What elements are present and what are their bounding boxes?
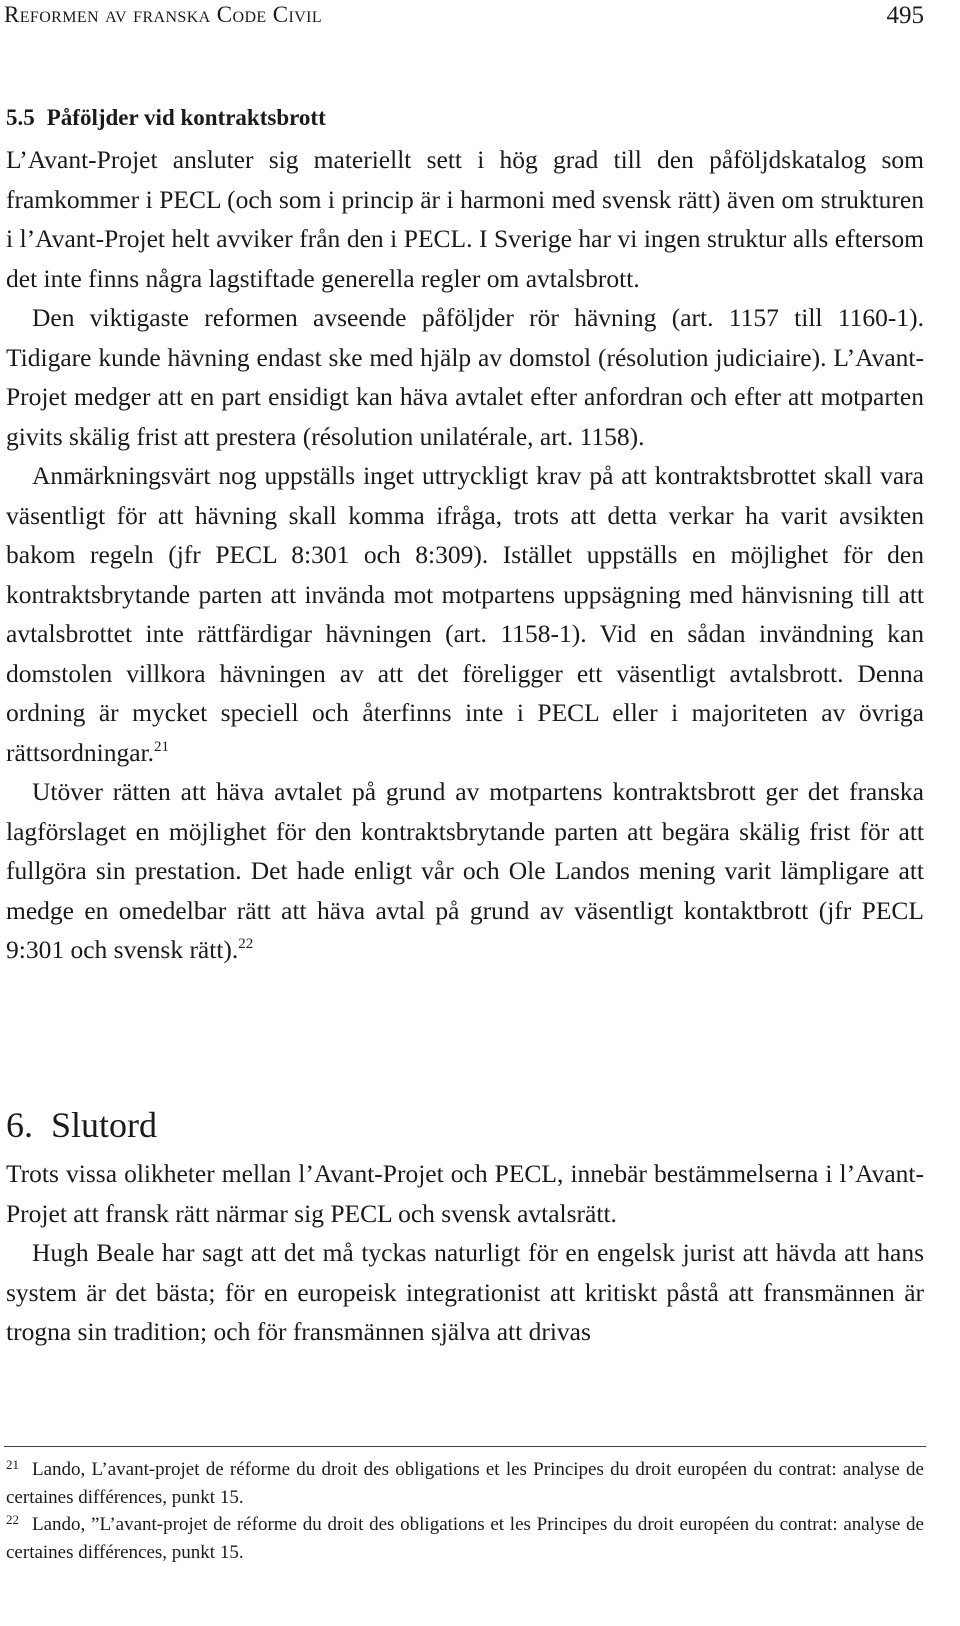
paragraph-text: Utöver rätten att häva avtalet på grund av motpartens kontraktsbrott ger det franska lagförslaget en möjlighet för den kontraktsbrytande parten att begära skälig frist för att fullgöra sin prestation. Det hade enligt vår och Ole Landos mening varit lämpligare att medge en omedelbar rätt att häva avtal på grund av väsentligt kontaktbrott (jfr PECL 9:301 och svensk rätt). — [6, 777, 924, 964]
chapter-title: Slutord — [51, 1105, 158, 1145]
paragraph: L’Avant-Projet ansluter sig materiellt sett i hög grad till den påföljdskatalog som framkommer i PECL (och som i princip är i harmoni med svensk rätt) även om strukturen i l’Avant-Projet helt avviker från den i PECL. I Sverige har vi ingen struktur alls eftersom det inte finns några lagstiftade generella regler om avtalsbrott. — [6, 145, 924, 293]
running-title: Reformen av franska Code Civil — [4, 2, 323, 27]
footnotes — [6, 1456, 924, 1566]
footnote-reference: 22 — [238, 936, 254, 952]
chapter-heading — [6, 1098, 924, 1152]
footnote-text: Lando, ”L’avant-projet de réforme du droit des obligations et les Principes du droit européen du contrat: analyse de certaines différences, punkt 15. — [6, 1514, 924, 1563]
footnote: 22 Lando, ”L’avant-projet de réforme du droit des obligations et les Principes du droit européen du contrat: analyse de certaines différences, punkt 15. — [6, 1512, 924, 1563]
paragraph-text: Anmärkningsvärt nog uppställs inget uttryckligt krav på att kontraktsbrottet skall vara väsentligt för att hävning skall komma ifråga, trots att detta verkar ha varit avsikten bakom regeln (jfr PECL 8:301 och 8:309). Istället uppställs en möjlighet för den kontraktsbrytande parten att invända mot motpartens uppsägning med hänvisning till att avtalsbrottet inte rättfärdigar hävningen (art. 1158-1). Vid en sådan invändning kan domstolen villkora hävningen av att det föreligger ett väsentligt avtalsbrott. Denna ordning är mycket speciell och återfinns inte i PECL eller i majoriteten av övriga rättsordningar. — [6, 461, 924, 767]
footnote: 21 Lando, L’avant-projet de réforme du droit des obligations et les Principes du droit européen du contrat: analyse de certaines différences, punkt 15. — [6, 1457, 924, 1508]
paragraph: Trots vissa olikheter mellan l’Avant-Projet och PECL, innebär bestämmelserna i l’Avant-Projet att fransk rätt närmar sig PECL och svensk avtalsrätt. — [6, 1159, 924, 1228]
footnote-divider — [4, 1446, 926, 1447]
running-header — [4, 2, 924, 34]
section-heading — [6, 96, 924, 140]
section-number: 5.5 — [6, 105, 35, 130]
chapter-number: 6. — [6, 1105, 33, 1145]
page-number: 495 — [886, 2, 924, 29]
section-5-5 — [6, 96, 924, 970]
paragraph: Den viktigaste reformen avseende påföljder rör hävning (art. 1157 till 1160-1). Tidigare kunde hävning endast ske med hjälp av domstol (résolution judiciaire). L’Avant-Projet medger att en part ensidigt kan häva avtalet efter anfordran och efter att motparten givits skälig frist att prestera (résolution unilatérale, art. 1158). — [6, 303, 924, 451]
paragraph — [6, 772, 924, 970]
section-title: Påföljder vid kontraktsbrott — [46, 105, 326, 130]
section-6 — [6, 1098, 924, 1352]
footnote-text: Lando, L’avant-projet de réforme du droit des obligations et les Principes du droit européen du contrat: analyse de certaines différences, punkt 15. — [6, 1459, 924, 1508]
paragraph — [6, 456, 924, 772]
footnote-reference: 21 — [154, 738, 170, 755]
paragraph: Hugh Beale har sagt att det må tyckas naturligt för en engelsk jurist att hävda att hans system är det bästa; för en europeisk integrationist att kritiskt påstå att fransmännen är trogna sin tradition; och för fransmännen själva att drivas — [6, 1238, 924, 1346]
